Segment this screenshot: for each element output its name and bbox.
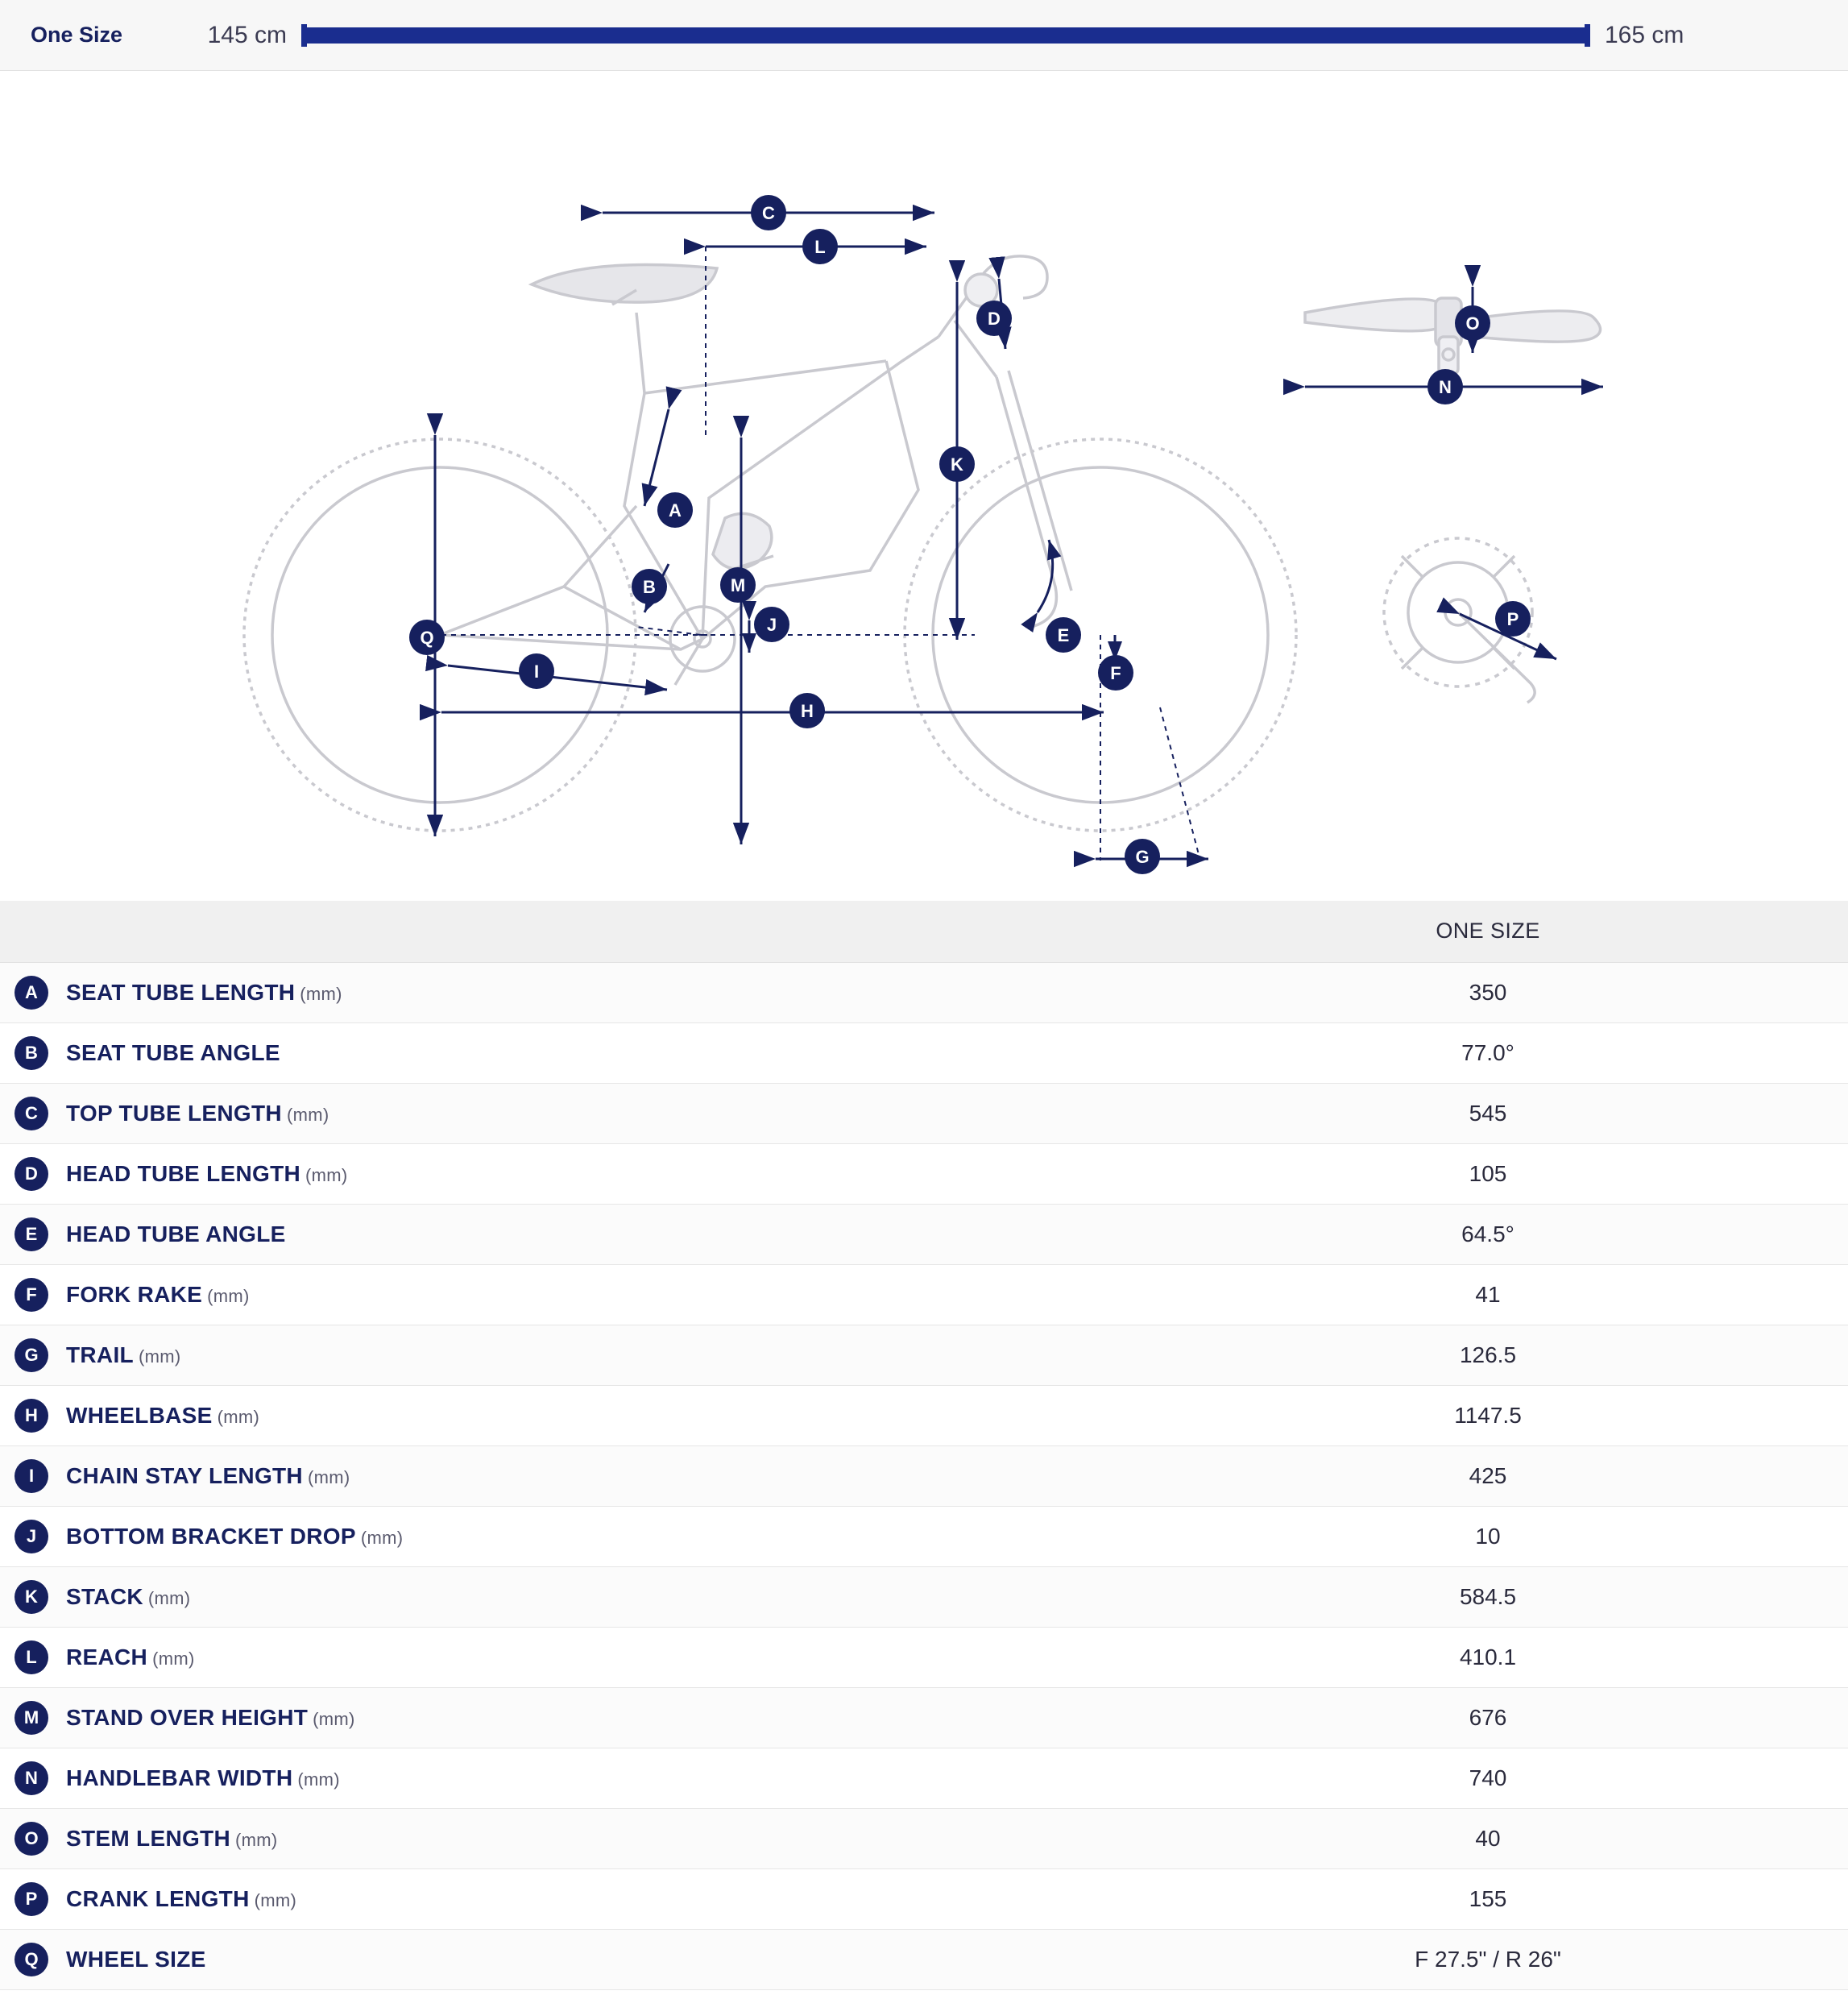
svg-text:O: O [1465,313,1480,334]
row-value-cell: 425 [1469,1462,1507,1488]
row-badge: B [15,1036,48,1070]
row-measure-name: STACK (mm) [66,1583,191,1609]
geometry-table [0,901,1848,1990]
row-measure-name: TRAIL (mm) [66,1342,181,1367]
row-badge: Q [15,1943,48,1976]
row-badge: A [15,976,48,1010]
row-value-cell: 40 [1475,1825,1501,1851]
handlebar-illustration [1305,298,1601,374]
row-badge: I [15,1459,48,1493]
size-range-track [301,27,1590,44]
row-measure-name: FORK RAKE (mm) [66,1281,250,1307]
row-label-cell [0,1748,1128,1808]
row-badge: P [15,1882,48,1916]
row-measure-name: HEAD TUBE ANGLE [66,1221,286,1246]
row-measure-unit: (mm) [360,1527,404,1548]
row-measure-name: REACH (mm) [66,1644,195,1669]
row-value-cell: 41 [1475,1281,1501,1307]
row-measure-unit: (mm) [217,1406,260,1427]
row-value-cell: 64.5° [1461,1221,1514,1246]
svg-text:D: D [988,309,1001,329]
row-label-cell [0,1445,1128,1506]
row-label-cell [0,1868,1128,1929]
row-value-cell: 410.1 [1459,1644,1517,1669]
row-measure-name: CRANK LENGTH (mm) [66,1885,297,1911]
row-measure-name: BOTTOM BRACKET DROP (mm) [66,1523,404,1549]
row-measure-name: CHAIN STAY LENGTH (mm) [66,1462,350,1488]
row-measure-unit: (mm) [297,1769,340,1790]
row-badge: J [15,1520,48,1553]
table-row [0,1325,1848,1385]
row-label-cell [0,1083,1128,1143]
table-row [0,1868,1848,1929]
row-measure-unit: (mm) [300,983,342,1004]
row-label-cell [0,1808,1128,1868]
row-label-cell [0,1325,1128,1385]
svg-text:I: I [533,662,540,682]
row-measure-name: SEAT TUBE LENGTH (mm) [66,979,342,1005]
svg-text:K: K [951,454,963,475]
svg-text:M: M [730,575,746,595]
row-measure-unit: (mm) [305,1164,348,1185]
row-label-cell [0,1687,1128,1748]
row-measure-name: STAND OVER HEIGHT (mm) [66,1704,355,1730]
row-value-cell: 676 [1469,1704,1507,1730]
row-label-cell [0,1929,1128,1989]
row-value-cell: 105 [1469,1160,1507,1186]
svg-text:L: L [814,237,826,257]
row-measure-name: SEAT TUBE ANGLE [66,1039,280,1065]
svg-text:N: N [1439,377,1452,397]
table-row [0,1143,1848,1204]
row-value-cell: F 27.5" / R 26" [1415,1946,1561,1972]
svg-text:Q: Q [420,628,434,648]
row-measure-unit: (mm) [207,1285,250,1306]
bike-frame-illustration [244,256,1296,831]
row-value-cell: 1147.5 [1454,1402,1522,1428]
row-badge: E [15,1217,48,1251]
svg-text:H: H [801,701,814,721]
table-row [0,1204,1848,1264]
row-value-cell: 126.5 [1459,1342,1517,1367]
row-measure-unit: (mm) [147,1587,191,1608]
table-row [0,1385,1848,1445]
row-label-cell [0,1143,1128,1204]
size-range-bar [0,0,1848,71]
row-measure-unit: (mm) [234,1829,278,1850]
row-badge: C [15,1097,48,1130]
row-measure-name: WHEEL SIZE [66,1946,206,1972]
table-row [0,1264,1848,1325]
row-label-cell [0,1627,1128,1687]
table-row [0,1687,1848,1748]
table-row [0,1022,1848,1083]
svg-text:B: B [643,577,656,597]
row-badge: G [15,1338,48,1372]
row-value-cell: 740 [1469,1765,1507,1790]
table-row [0,1083,1848,1143]
row-measure-unit: (mm) [307,1466,350,1487]
row-value-cell: 584.5 [1459,1583,1517,1609]
table-header-row [0,901,1848,962]
row-badge: N [15,1761,48,1795]
header-value-column: ONE SIZE [1128,901,1848,962]
svg-text:F: F [1110,663,1121,683]
table-row [0,1748,1848,1808]
row-value-cell: 77.0° [1461,1039,1514,1065]
row-measure-unit: (mm) [286,1104,329,1125]
table-row [0,1506,1848,1566]
row-value-cell: 350 [1469,979,1507,1005]
table-row [0,1566,1848,1627]
table-row [0,1627,1848,1687]
svg-text:P: P [1506,609,1519,629]
size-max-label: 165 cm [1605,21,1684,48]
row-measure-name: HEAD TUBE LENGTH (mm) [66,1160,348,1186]
svg-text:A: A [669,500,682,521]
table-body [0,962,1848,1989]
svg-text:J: J [766,615,777,635]
table-row [0,1445,1848,1506]
svg-text:E: E [1057,625,1070,645]
size-min-label: 145 cm [207,21,287,48]
row-badge: F [15,1278,48,1312]
row-label-cell [0,1022,1128,1083]
row-badge: K [15,1580,48,1614]
svg-text:G: G [1135,847,1150,867]
row-measure-unit: (mm) [152,1648,195,1669]
row-label-cell [0,1264,1128,1325]
row-badge: O [15,1822,48,1856]
row-measure-name: TOP TUBE LENGTH (mm) [66,1100,329,1126]
row-label-cell [0,1506,1128,1566]
header-label-column [0,901,1128,962]
svg-text:C: C [762,203,775,223]
row-measure-unit: (mm) [254,1889,297,1910]
row-badge: M [15,1701,48,1735]
row-value-cell: 155 [1469,1885,1507,1911]
row-label-cell [0,1385,1128,1445]
row-label-cell [0,1204,1128,1264]
row-measure-unit: (mm) [138,1346,181,1367]
geometry-diagram [0,71,1848,901]
row-measure-name: WHEELBASE (mm) [66,1402,260,1428]
table-row [0,962,1848,1022]
row-label-cell [0,1566,1128,1627]
row-measure-unit: (mm) [313,1708,355,1729]
row-label-cell [0,962,1128,1022]
table-row [0,1929,1848,1989]
row-badge: H [15,1399,48,1433]
size-name-label: One Size [31,23,123,47]
row-measure-name: HANDLEBAR WIDTH (mm) [66,1765,340,1790]
row-badge: D [15,1157,48,1191]
row-value-cell: 545 [1469,1100,1507,1126]
row-value-cell: 10 [1475,1523,1501,1549]
row-measure-name: STEM LENGTH (mm) [66,1825,278,1851]
table-row [0,1808,1848,1868]
row-badge: L [15,1640,48,1674]
